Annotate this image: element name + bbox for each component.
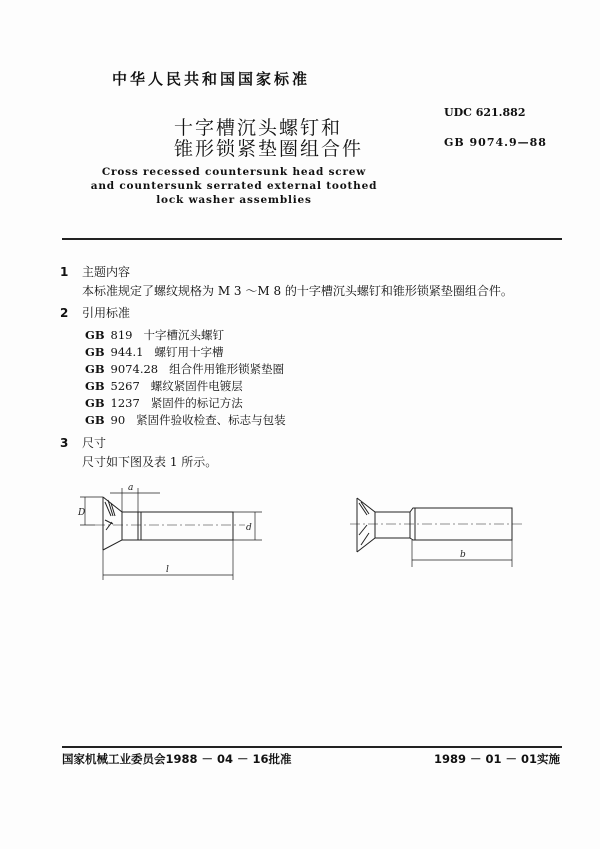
section-1-heading: 1 主题内容 <box>60 265 131 279</box>
dimension-label-b: b <box>460 550 466 560</box>
approval-date: 国家机械工业委员会1988 － 04 － 16批准 <box>62 752 292 766</box>
footer-divider <box>62 746 562 748</box>
title-en-line1: Cross recessed countersunk head screw <box>101 166 367 178</box>
title-en-line3: lock washer assemblies <box>156 194 312 206</box>
dimension-label-l: l <box>166 565 169 575</box>
section-2-heading: 2 引用标准 <box>60 306 131 320</box>
section-3-heading: 3 尺寸 <box>60 436 107 450</box>
national-standard-heading: 中华人民共和国国家标准 <box>112 70 311 88</box>
reference-item: GB 9074.28 组合件用锥形锁紧垫圈 <box>85 362 285 376</box>
title-zh-line1: 十字槽沉头螺钉和 <box>174 117 343 139</box>
reference-item: GB 90 紧固件验收检查、标志与包装 <box>85 413 286 427</box>
udc-code: UDC 621.882 <box>444 106 526 119</box>
left-view <box>80 488 262 580</box>
title-zh-line2: 锥形锁紧垫圈组合件 <box>174 138 364 160</box>
reference-item: GB 1237 紧固件的标记方法 <box>85 396 243 410</box>
standard-number: GB 9074.9—88 <box>444 136 547 149</box>
effective-date: 1989 － 01 － 01实施 <box>433 752 560 766</box>
section-3-text: 尺寸如下图及表 1 所示。 <box>82 455 218 469</box>
reference-item: GB 819 十字槽沉头螺钉 <box>85 328 224 342</box>
right-view <box>350 498 525 567</box>
dimension-label-D: D <box>78 508 86 518</box>
dimension-label-a: a <box>128 483 134 493</box>
title-en-line2: and countersunk serrated external toothed <box>90 180 378 192</box>
reference-item: GB 5267 螺纹紧固件电镀层 <box>85 379 243 393</box>
dimension-label-d: d <box>246 523 252 533</box>
reference-item: GB 944.1 螺钉用十字槽 <box>85 345 224 359</box>
section-1-text: 本标准规定了螺纹规格为 M 3 ～M 8 的十字槽沉头螺钉和锥形锁紧垫圈组合件。 <box>82 284 513 298</box>
